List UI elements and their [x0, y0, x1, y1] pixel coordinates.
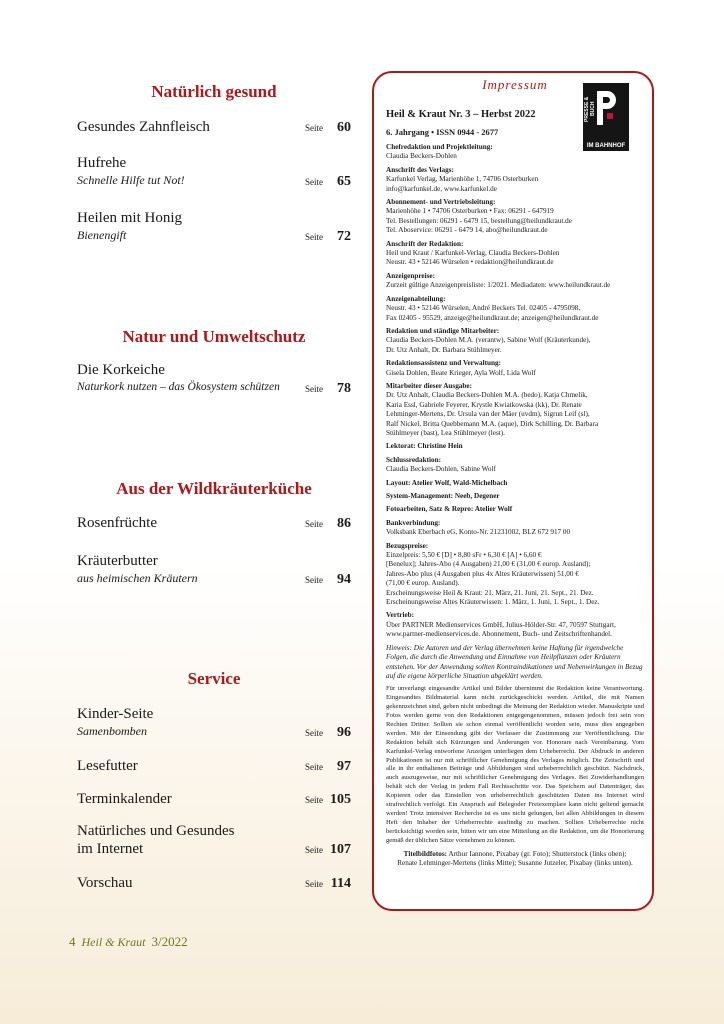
- seite-label: Seite: [305, 795, 323, 805]
- page-number: 114: [330, 876, 351, 891]
- page-number: 107: [330, 842, 351, 857]
- impressum-block: [386, 456, 644, 475]
- section-title: Natur und Umweltschutz: [122, 327, 306, 346]
- block-text: Einzelpreis: 5,50 € [D] • 8,80 sFr • 6,30 € [A] • 6,60 € [Benelux]; Jahres-Abo (4 Ausgaben) 21,00 € (31,00 € europ. Ausland); Jahres-Abo plus (4 Ausgaben plus 4x Altes Kräuterwissen) 51,00 € (71,00 € europ. Ausland). Erscheinungsweise Heil & Kraut: 21. März, 21. Juni, 21. Sept., 21. Dez. Erscheinungsweise Altes Kräuterwissen: 1. März, 1. Juni, 1. Sept., 1. Dez.: [386, 551, 600, 607]
- block-heading: Bankverbindung:: [386, 518, 441, 527]
- seite-label: Seite: [305, 123, 323, 133]
- impressum-block: [386, 240, 644, 268]
- impressum-block: [386, 442, 644, 451]
- entry-title: Hufrehe: [77, 155, 127, 171]
- photo-credits: [386, 850, 644, 869]
- folio-issue: 3/2022: [151, 934, 188, 949]
- impressum-block: [386, 327, 644, 355]
- page-number: 65: [337, 174, 351, 189]
- seite-label: Seite: [305, 575, 323, 585]
- block-heading: Chefredaktion und Projektleitung:: [386, 143, 493, 151]
- brand-logo: Heil & Kraut: [81, 934, 146, 949]
- logo-p-icon: [595, 89, 617, 127]
- entry-title: Kräuterbutter: [77, 553, 158, 569]
- impressum-title: Impressum: [482, 77, 548, 92]
- entry-title-line2: im Internet: [77, 841, 144, 857]
- impressum-block: [386, 143, 644, 162]
- entry-title: Vorschau: [77, 875, 133, 891]
- legal-text: Für unverlangt eingesandte Artikel und Bilder übernimmt die Redaktion keine Verantwortung. Eingesandtes Bildmaterial kann nicht zurückgeschickt werden. Artikel, die mit Namen gekennzeichnet sind, geben nicht unbedingt die Meinung der Redaktion wieder. Manuskripte und Fotos werden gerne von den Redaktionen entgegengenommen, müssen jedoch frei sein von Rechten Dritter. Sollten sie schon einmal veröffentlicht worden sein, muss dies angegeben werden. Mit der Einsendung gibt der Verfasser die Zustimmung zur Veröffentlichung. Die Redaktion behält sich Kürzungen und Änderungen vor. Honorare nach Vereinbarung. Vom Karfunkel-Verlag entworfene Anzeigen unterliegen dem Urheberrecht. Der Abdruck in anderen Publikationen ist nur mit schriftlicher Genehmigung des Verlages möglich. Die Zeitschrift und alle in ihr enthaltenen Beiträge und Abbildungen sind urheberrechtlich geschützt. Nachdruck, auch auszugsweise, nur mit schriftlicher Genehmigung des Verlages. Bei Zuwiderhandlungen behält sich der Verlag in jedem Fall Rechtsschritte vor. Das Speichern auf Datenträger, das Kopieren oder das Einstellen von urheberrechtlich geschützten Daten ins Internet wird strafrechtlich verfolgt. Ein Anspruch auf Belegoder Freiexemplare kann nicht geltend gemacht werden! Trotz intensiver Recherche ist es uns nicht gelungen, bei allen Abbildungen in diesem Heft den Inhaber der Urheberrechte ausfindig zu machen. Sollten Urheberrechte nicht berücksichtigt worden sein, bitten wir um eine Mitteilung an die Redaktion, um die Honorierung gemäß der üblichen Sätze vornehmen zu können.: [386, 685, 644, 844]
- entry-title: Kinder-Seite: [77, 706, 154, 722]
- impressum-block: [386, 542, 644, 608]
- entry-title: Die Korkeiche: [77, 362, 165, 378]
- seite-label: Seite: [305, 519, 323, 529]
- entry-title: Gesundes Zahnfleisch: [77, 119, 210, 135]
- entry-title: Heilen mit Honig: [77, 210, 182, 226]
- page-number: 105: [330, 792, 351, 807]
- page-number: 60: [337, 120, 351, 135]
- disclaimer: Hinweis: Die Autoren und der Verlag übernehmen keine Haftung für irgendwelche Folgen, die durch die Anwendung und Einnahme von Heilpflanzen oder Kräutern entstehen. Vor der Anwendung sollten Kontraindikationen und Nebenwirkungen in Bezug auf die eigene körperliche Situation abgeklärt werden.: [386, 643, 643, 680]
- block-heading: Anzeigenabteilung:: [386, 294, 446, 303]
- block-heading: Anschrift des Verlags:: [386, 165, 454, 174]
- section-title: Service: [187, 669, 241, 688]
- volume-line: 6. Jahrgang • ISSN 0944 - 2677: [386, 127, 499, 137]
- entry-title: Terminkalender: [77, 791, 172, 807]
- block-text: Marienhöhe 1 • 74706 Osterburken • Fax: 06291 - 647919 Tel. Bestellungen: 06291 - 6479 15, bestellung@heilundkraut.de Tel. Aboservice: 06291 - 6479 14, abo@heilundkraut.de: [386, 207, 572, 235]
- block-text: Gisela Dohlen, Beate Krieger, Ayla Wolf, Lida Wolf: [386, 368, 536, 377]
- entry-subtitle: Naturkork nutzen – das Ökosystem schützen: [77, 381, 280, 393]
- block-heading: Anschrift der Redaktion:: [386, 239, 464, 248]
- block-heading: Abonnement- und Vertriebsleitung:: [386, 198, 496, 207]
- impressum-block: [386, 492, 644, 501]
- entry-subtitle: Schnelle Hilfe tut Not!: [77, 173, 185, 187]
- seite-label: Seite: [305, 728, 323, 738]
- toc-entry[interactable]: [77, 209, 351, 245]
- entry-title: Rosenfrüchte: [77, 515, 157, 531]
- impressum-block: [386, 359, 644, 378]
- block-text: Claudia Beckers-Dohlen, Sabine Wolf: [386, 465, 496, 474]
- entry-subtitle: Samenbomben: [77, 724, 147, 738]
- impressum-block: [386, 295, 644, 323]
- block-heading: Fotoarbeiten, Satz & Repro: Atelier Wolf: [386, 505, 513, 514]
- impressum-block: [386, 166, 644, 194]
- toc-entry[interactable]: [77, 552, 351, 588]
- seite-label: Seite: [305, 845, 323, 855]
- block-text: Über PARTNER Medienservices GmbH, Julius-Hölder-Str. 47, 70597 Stuttgart, www.partner-medienservices.de. Abonnement, Buch- und Zeitschriftenhandel.: [386, 620, 616, 639]
- toc-entry[interactable]: [77, 874, 351, 892]
- folio-page-number: 4: [69, 934, 76, 949]
- block-heading: Lektorat: Christine Hein: [386, 442, 463, 451]
- block-heading: Layout: Atelier Wolf, Wald-Michelbach: [386, 478, 508, 487]
- seite-label: Seite: [305, 384, 323, 394]
- impressum-box: [372, 71, 654, 911]
- block-text: Claudia Beckers-Dohlen: [386, 152, 457, 161]
- block-heading: Bezugspreise:: [386, 541, 429, 550]
- toc-entry[interactable]: [77, 705, 351, 741]
- impressum-block: [386, 611, 644, 639]
- page-number: 97: [337, 759, 351, 774]
- impressum-block: [386, 382, 644, 438]
- block-heading: Schlussredaktion:: [386, 455, 441, 464]
- toc-entry[interactable]: [77, 822, 351, 858]
- block-text: Neustr. 43 • 52146 Würselen, André Beckers Tel. 02405 - 4795098, Fax 02405 - 95529, anzeige@heilundkraut.de; anzeigen@heilundkraut.de: [386, 304, 599, 322]
- page-number: 86: [337, 516, 351, 531]
- block-text: Dr. Utz Anhalt, Claudia Beckers-Dohlen M.A. (bedo), Katja Chmelik, Karia Essl, Gabriele Feyerer, Krystle Kwiatkowska (kk), Dr. Renate Lehminger-Mertens, Dr. Ursula van der Mäer (uvdm), Sigrun Leif (sl), Ralf Nickel, Britta Quebbemann M.A. (aque), Dirk Schilling, Dr. Barbara Stühlmeyer (bast), Lea Stühlmeyer (lest).: [386, 391, 599, 437]
- impressum-block: [386, 198, 644, 236]
- block-text: Heil und Kraut / Karfunkel-Verlag, Claudia Beckers-Dohlen Neustr. 43 • 52146 Würselen • redaktion@heilundkraut.de: [386, 249, 560, 267]
- page-number: 72: [337, 229, 351, 244]
- page-number: 78: [337, 381, 351, 396]
- impressum-body: [386, 143, 644, 868]
- impressum-blocks: [386, 143, 644, 640]
- impressum-block: [386, 272, 644, 291]
- page-footer: [69, 934, 188, 950]
- block-heading: Mitarbeiter dieser Ausgabe:: [386, 381, 472, 390]
- credits-text: Arthur Iannone, Pixabay (gr. Foto); Shutterstock (links oben); Renate Lehminger-Mertens (links Mitte); Susanne Jutzeler, Pixabay (links unten).: [397, 849, 633, 868]
- block-heading: Redaktion und ständige Mitarbeiter:: [386, 326, 500, 335]
- page-number: 96: [337, 725, 351, 740]
- block-heading: Vertrieb:: [386, 611, 415, 620]
- entry-subtitle: aus heimischen Kräutern: [77, 571, 198, 585]
- toc-entry[interactable]: [77, 790, 351, 808]
- logo-vertical-text: PRESSE & BUCH: [584, 96, 596, 122]
- page-number: 94: [337, 572, 351, 587]
- toc-entry[interactable]: [77, 118, 351, 136]
- toc-entry[interactable]: [77, 514, 351, 532]
- seite-label: Seite: [305, 879, 323, 889]
- logo-bottom-text: IM BAHNHOF: [586, 143, 626, 149]
- block-text: Claudia Beckers-Dohlen M.A. (verantw), Sabine Wolf (Kräuterkunde), Dr. Utz Anhalt, Dr. Barbara Stühlmeyer.: [386, 336, 591, 354]
- impressum-block: [386, 519, 644, 538]
- seite-label: Seite: [305, 762, 323, 772]
- presse-buch-logo: [583, 83, 629, 151]
- impressum-block: [386, 505, 644, 514]
- entry-title: Natürliches und Gesundes: [77, 823, 235, 839]
- block-text: Zurzeit gültige Anzeigenpreisliste: 1/2021. Mediadaten: www.heilundkraut.de: [386, 281, 611, 290]
- toc-entry[interactable]: [77, 361, 351, 397]
- block-heading: System-Management: Neeb, Degener: [386, 492, 500, 500]
- section-title: Natürlich gesund: [151, 82, 277, 101]
- issue-line: Heil & Kraut Nr. 3 – Herbst 2022: [386, 109, 536, 120]
- block-text: Volksbank Eberbach eG, Konto-Nr. 21231002, BLZ 672 917 00: [386, 528, 571, 537]
- toc-entry[interactable]: [77, 154, 351, 190]
- block-heading: Anzeigenpreise:: [386, 271, 435, 280]
- credits-heading: Titelbildfotos:: [403, 849, 448, 858]
- seite-label: Seite: [305, 177, 323, 187]
- entry-subtitle: Bienengift: [77, 228, 127, 242]
- impressum-block: [386, 479, 644, 488]
- block-text: Karfunkel Verlag, Marienhöhe 1, 74706 Osterburken info@karfunkel.de, www.karfunkel.de: [386, 175, 539, 193]
- section-title: Aus der Wildkräuterküche: [116, 479, 312, 498]
- entry-title: Lesefutter: [77, 758, 138, 774]
- toc-entry[interactable]: [77, 757, 351, 775]
- seite-label: Seite: [305, 232, 323, 242]
- block-heading: Redaktionsassistenz und Verwaltung:: [386, 359, 502, 368]
